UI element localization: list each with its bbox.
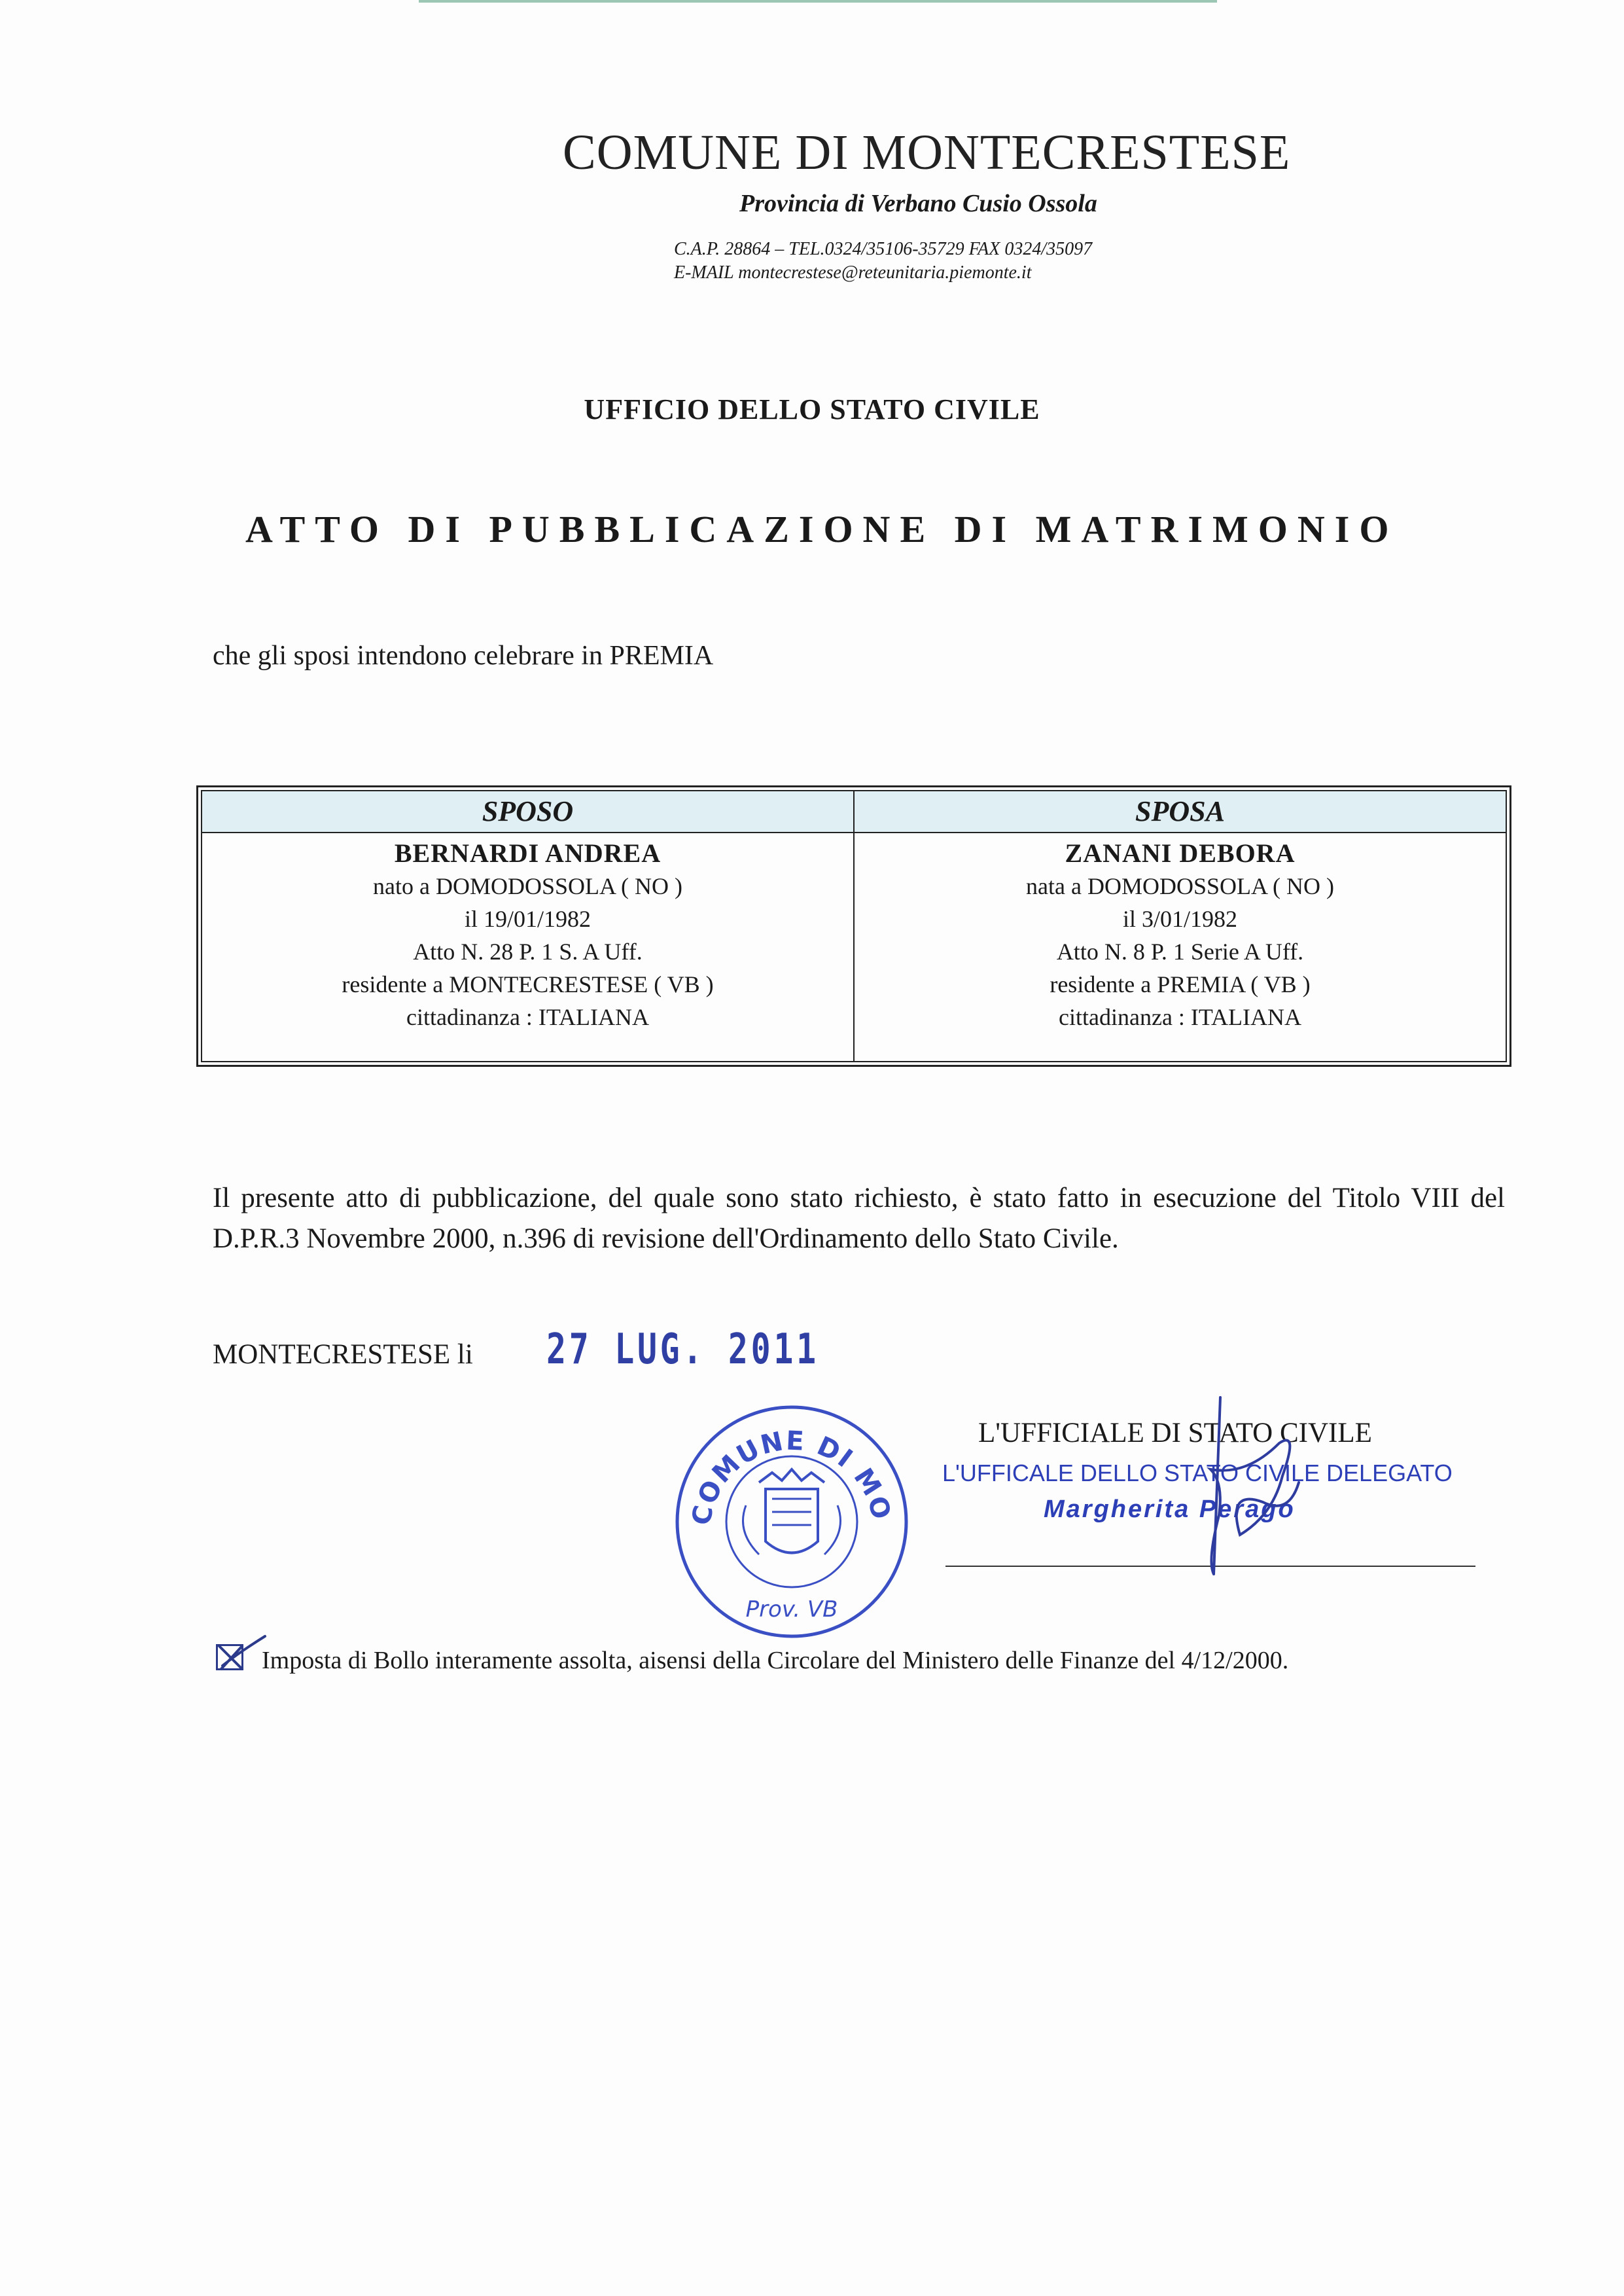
contact-email: E-MAIL montecrestese@reteunitaria.piemonte.it <box>674 262 1032 283</box>
sposa-citizenship: cittadinanza : ITALIANA <box>1059 1004 1301 1030</box>
sposa-heading: SPOSA <box>855 791 1506 833</box>
delegate-name: Margherita Perago <box>1044 1496 1296 1523</box>
checkbox-check-icon <box>216 1633 268 1682</box>
sposa-birthplace: nata a DOMODOSSOLA ( NO ) <box>1026 873 1334 899</box>
stamped-date: 27 LUG. 2011 <box>546 1325 819 1374</box>
contact-phone: C.A.P. 28864 – TEL.0324/35106-35729 FAX 0324/35097 <box>674 239 1093 259</box>
letterhead <box>563 124 1361 285</box>
sposo-birthdate: il 19/01/1982 <box>464 906 591 932</box>
sposo-name: BERNARDI ANDREA <box>394 838 662 868</box>
sposa-column <box>853 791 1506 1061</box>
sposo-birthplace: nato a DOMODOSSOLA ( NO ) <box>373 873 682 899</box>
sposa-birthdate: il 3/01/1982 <box>1122 906 1237 932</box>
handwritten-signature-icon <box>1148 1384 1358 1584</box>
sposo-residence: residente a MONTECRESTESE ( VB ) <box>342 971 714 997</box>
sposa-atto: Atto N. 8 P. 1 Serie A Uff. <box>1056 939 1304 965</box>
document-title: ATTO DI PUBBLICAZIONE DI MATRIMONIO <box>245 508 1399 550</box>
sposa-residence: residente a PREMIA ( VB ) <box>1050 971 1311 997</box>
provincia-line: Provincia di Verbano Cusio Ossola <box>739 190 1097 217</box>
municipal-seal-icon <box>667 1401 916 1646</box>
comune-title: COMUNE DI MONTECRESTESE <box>563 125 1291 180</box>
bollo-note: Imposta di Bollo interamente assolta, aisensi della Circolare del Ministero delle Finanze del 4/12/2000. <box>262 1647 1289 1674</box>
sposo-citizenship: cittadinanza : ITALIANA <box>406 1004 649 1030</box>
office-heading: UFFICIO DELLO STATO CIVILE <box>584 393 1040 425</box>
sposo-column <box>202 791 853 1061</box>
official-title: L'UFFICIALE DI STATO CIVILE <box>978 1418 1372 1448</box>
sposo-heading: SPOSO <box>202 791 853 833</box>
contact-info <box>563 238 1361 285</box>
svg-text:Prov. VB: Prov. VB <box>745 1596 838 1623</box>
svg-text:COMUNE DI MONTECRESTESE: COMUNE DI MO <box>686 1426 897 1528</box>
legal-paragraph: Il presente atto di pubblicazione, del quale sono stato richiesto, è stato fatto in esecuzione del Titolo VIII del D.P.R.3 Novembre 2000, n.396 di revisione dell'Ordinamento dello Stato Civile. <box>213 1183 1505 1254</box>
sposa-name: ZANANI DEBORA <box>1065 838 1296 868</box>
intro-line: che gli sposi intendono celebrare in PREMIA <box>213 641 714 671</box>
spouses-table <box>196 785 1511 1067</box>
sposo-atto: Atto N. 28 P. 1 S. A Uff. <box>413 939 643 965</box>
delegate-stamp: L'UFFICALE DELLO STATO CIVILE DELEGATO <box>942 1460 1453 1486</box>
scan-edge-line <box>419 0 1217 3</box>
place-label: MONTECRESTESE li <box>213 1339 473 1370</box>
